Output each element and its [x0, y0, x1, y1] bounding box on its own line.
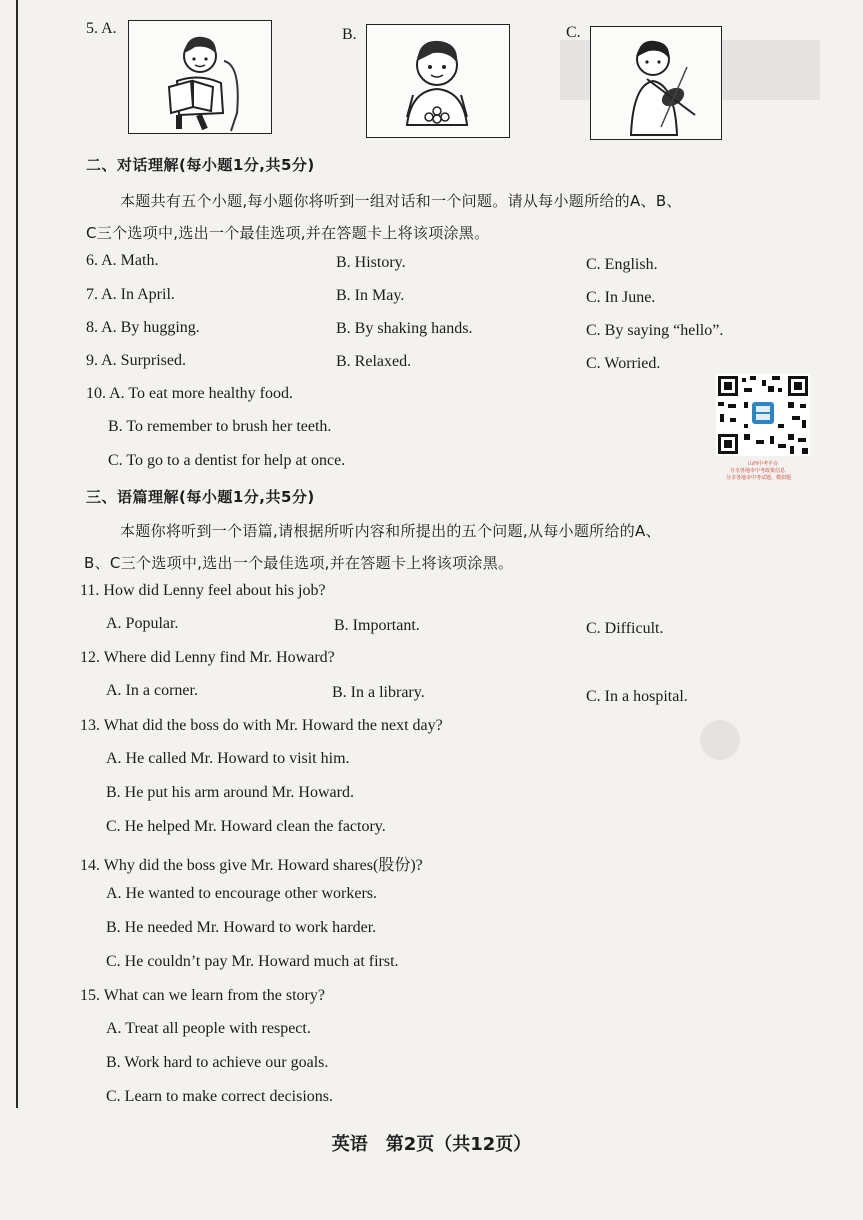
q15-option-c: C. Learn to make correct decisions. [106, 1088, 334, 1105]
q9-option-a: 9. A. Surprised. [86, 352, 186, 369]
q13-stem: 13. What did the boss do with Mr. Howard the next day? [80, 717, 443, 734]
q12-option-b: B. In a library. [332, 684, 425, 701]
q8-option-a: 8. A. By hugging. [86, 319, 200, 336]
q6-option-b: B. History. [336, 254, 406, 271]
q10-option-b: B. To remember to brush her teeth. [108, 418, 332, 435]
section2-intro-line2: C三个选项中,选出一个最佳选项,并在答题卡上将该项涂黑。 [86, 224, 490, 242]
section2-intro-line1: 本题共有五个小题,每小题你将听到一组对话和一个问题。请从每小题所给的A、B、 [120, 192, 682, 210]
q14-option-a: A. He wanted to encourage other workers. [106, 885, 378, 902]
boy-playing-violin-icon [591, 27, 721, 139]
page-footer: 英语 第2页（共12页） [331, 1134, 532, 1155]
q9-option-b: B. Relaxed. [336, 353, 412, 370]
section3-title: 三、语篇理解(每小题1分,共5分) [86, 488, 315, 506]
q5-label-b: B. [342, 26, 357, 43]
q8-option-b: B. By shaking hands. [336, 320, 473, 337]
q5-picture-b [366, 24, 510, 138]
section2-title: 二、对话理解(每小题1分,共5分) [86, 156, 315, 174]
q11-option-c: C. Difficult. [586, 620, 664, 637]
q7-option-a: 7. A. In April. [86, 286, 175, 303]
q6-option-c: C. English. [586, 256, 658, 273]
q7-option-b: B. In May. [336, 287, 405, 304]
q7-option-c: C. In June. [586, 289, 656, 306]
qr-code-icon [716, 374, 810, 456]
section3-intro-line2: B、C三个选项中,选出一个最佳选项,并在答题卡上将该项涂黑。 [84, 554, 514, 572]
q12-option-a: A. In a corner. [106, 682, 198, 699]
q10-option-c: C. To go to a dentist for help at once. [108, 452, 346, 469]
q8-option-c: C. By saying “hello”. [586, 322, 724, 339]
qr-caption-line2: 分享各地市中考政策信息 [730, 468, 786, 474]
q13-option-c: C. He helped Mr. Howard clean the factory. [106, 818, 386, 835]
q12-stem: 12. Where did Lenny find Mr. Howard? [80, 649, 335, 666]
q11-option-a: A. Popular. [106, 615, 179, 632]
q14-option-b: B. He needed Mr. Howard to work harder. [106, 919, 377, 936]
q12-option-c: C. In a hospital. [586, 688, 688, 705]
q5-label-c: C. [566, 24, 581, 41]
q13-option-b: B. He put his arm around Mr. Howard. [106, 784, 354, 801]
q15-stem: 15. What can we learn from the story? [80, 987, 325, 1004]
q13-option-a: A. He called Mr. Howard to visit him. [106, 750, 350, 767]
q14-option-c: C. He couldn’t pay Mr. Howard much at first. [106, 953, 399, 970]
q5-label-a: 5. A. [86, 20, 117, 37]
q15-option-b: B. Work hard to achieve our goals. [106, 1054, 329, 1071]
q5-picture-a [128, 20, 272, 134]
qr-caption-line1: 山西中考平台 [748, 461, 779, 467]
show-through-shadow [700, 720, 740, 760]
q5-picture-c [590, 26, 722, 140]
q6-option-a: 6. A. Math. [86, 252, 159, 269]
qr-caption-line3: 分享各地市中考试题、模拟题 [726, 475, 792, 481]
section3-intro-line1: 本题你将听到一个语篇,请根据所听内容和所提出的五个问题,从每小题所给的A、 [120, 522, 661, 540]
page-edge-line [16, 0, 18, 1108]
q15-option-a: A. Treat all people with respect. [106, 1020, 311, 1037]
q10-option-a: 10. A. To eat more healthy food. [86, 385, 293, 402]
q14-stem: 14. Why did the boss give Mr. Howard shares(股份)? [80, 857, 423, 874]
boy-drawing-flower-icon [367, 25, 509, 137]
q11-option-b: B. Important. [334, 617, 420, 634]
q9-option-c: C. Worried. [586, 355, 661, 372]
boy-reading-icon [129, 21, 271, 133]
q11-stem: 11. How did Lenny feel about his job? [80, 582, 326, 599]
